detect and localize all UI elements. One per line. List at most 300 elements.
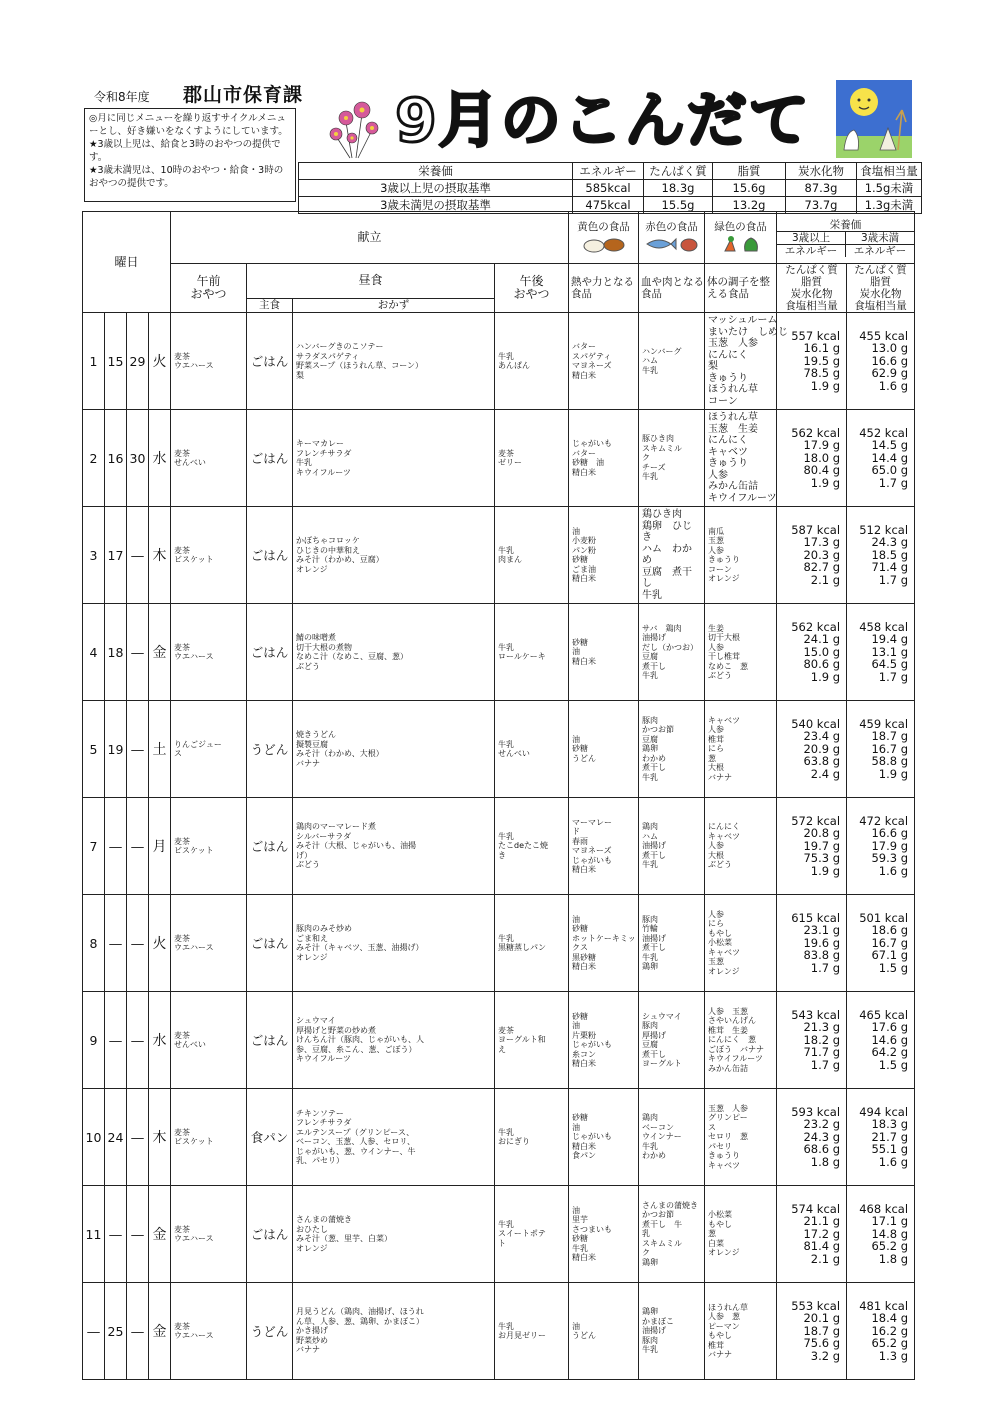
ingredient: 片栗粉 [572, 1030, 597, 1040]
ingredient: 玉葱 人参 [708, 338, 759, 349]
snack-item: 麦茶 [174, 448, 191, 458]
ingredient: ほうれん草 [708, 384, 759, 395]
ingredient: グリンピー [708, 1113, 748, 1123]
staple-food: ごはん [247, 992, 293, 1089]
staple-food: 食パン [247, 1089, 293, 1186]
nutrition-value: 562 kcal [791, 619, 841, 634]
nutrition-value: 459 kcal [859, 716, 909, 731]
ingredient: 砂糖 [572, 637, 589, 647]
snack-item: ヨーグルト和 [498, 1035, 546, 1045]
snack-item: お月見ゼリー [498, 1331, 547, 1340]
dish-item: バナナ [296, 1345, 321, 1355]
ingredient: 牛乳 [642, 671, 659, 680]
weekday: 木 [149, 507, 171, 604]
nutrition-value: 593 kcal [791, 1104, 841, 1119]
ingredient: 葱 [708, 1229, 717, 1239]
snack-item: ウエハース [174, 361, 214, 370]
ingredient: 牛乳 [642, 860, 659, 870]
ingredient: 人参 [708, 725, 725, 735]
red-foods [639, 798, 705, 895]
ingredient: パン粉 [572, 545, 597, 555]
staple-food: ごはん [247, 604, 293, 701]
ingredient: 油揚げ [642, 933, 667, 943]
afternoon-snack [495, 313, 569, 410]
ingredient: にんにく [708, 822, 741, 832]
ingredient: 牛乳 [642, 1345, 659, 1355]
nutrition-over3 [777, 895, 847, 992]
ingredient: 砂糖 油 [572, 458, 605, 467]
snack-item: せんべい [174, 458, 206, 467]
snack-item: ロールケーキ [498, 652, 546, 661]
afternoon-snack [495, 701, 569, 798]
nutrition-value: 1.9 g [810, 669, 841, 684]
dish-item: 焼きうどん [296, 730, 337, 739]
dish-item: かぼちゃコロッケ [296, 536, 360, 545]
ingredient: 豚ひき肉 [642, 434, 675, 444]
ingredient: ク [642, 453, 651, 463]
ingredient: じゃがいも [572, 855, 613, 865]
nutrition-value: 80.6 g [803, 657, 841, 672]
snack-item: 牛乳 [498, 351, 515, 361]
ingredient: 干し椎茸 [708, 652, 741, 661]
nutrition-value: 18.2 g [803, 1032, 841, 1047]
dish-item: げ） [296, 850, 313, 860]
ingredient: 豆腐 [642, 1040, 659, 1049]
ingredient: 生姜 [708, 623, 725, 633]
nutrition-over3 [777, 798, 847, 895]
dish-item: チキンソテー [296, 1108, 344, 1118]
nutrition-value: 494 kcal [859, 1104, 909, 1119]
nutrition-value: 17.1 g [871, 1214, 909, 1229]
nutrition-under3 [847, 1283, 915, 1380]
ingredient: 人参 玉葱 [708, 1006, 749, 1016]
ingredient: し [642, 578, 653, 589]
nutrition-value: 13.1 g [871, 644, 909, 659]
nutrition-header: 脂質 [713, 163, 786, 180]
nutrition-value: 512 kcal [859, 522, 909, 537]
protein-label: たんぱく質 [854, 264, 907, 276]
side-dishes [293, 507, 495, 604]
ingredient: 鶏卵 [642, 744, 659, 754]
dish-item: さんまの蒲焼き [296, 1215, 353, 1224]
dish-item: ぶどう [296, 860, 321, 870]
nutrition-value: 501 kcal [859, 910, 909, 925]
morning-snack [171, 701, 247, 798]
nutrition-value: 3.2 g [810, 1348, 841, 1363]
ingredient: オレンジ [708, 966, 740, 976]
ingredient: うどん [572, 753, 597, 763]
day-row [83, 410, 915, 507]
nutrition-value: 18.5 g [871, 547, 909, 562]
nutrition-cell: 3歳未満児の摂取基準 [299, 197, 573, 214]
over3-label: 3歳以上 [777, 232, 846, 244]
morning-snack [171, 1283, 247, 1380]
energy-label: エネルギー [853, 244, 907, 257]
ingredient: 油 [572, 526, 581, 536]
green-foods [705, 410, 777, 507]
nutrition-value: 543 kcal [791, 1007, 841, 1022]
dish-item: ベーコン、玉葱、人参、セロリ、 [296, 1137, 415, 1146]
yellow-food-desc: 熱や力となる食品 [569, 264, 639, 313]
nutrition-cell: 15.5g [644, 197, 713, 214]
nutrition-value: 21.7 g [871, 1129, 909, 1144]
date-number: ― [127, 1089, 149, 1186]
dish-item: けんちん汁（豚肉、じゃがいも、人 [296, 1035, 425, 1045]
nutrition-value: 65.2 g [871, 1239, 909, 1254]
ingredient: 食パン [572, 1151, 597, 1161]
salt-label: 食塩相当量 [854, 300, 907, 312]
nutrition-value: 1.3 g [878, 1348, 909, 1363]
morning-snack [171, 798, 247, 895]
snack-item: 麦茶 [174, 351, 191, 361]
ingredient: 油 [572, 1321, 581, 1331]
ingredient: バター [572, 448, 597, 458]
nutrition-value: 481 kcal [859, 1298, 909, 1313]
date-number: ― [127, 798, 149, 895]
nutrition-under3 [847, 992, 915, 1089]
ingredient: 大根 [708, 850, 725, 860]
nutrition-over3 [777, 701, 847, 798]
nutrition-value: 1.8 g [878, 1251, 909, 1266]
nutrition-value: 65.2 g [871, 1336, 909, 1351]
nutrition-value: 64.2 g [871, 1045, 909, 1060]
ingredient: 豚肉 [642, 715, 659, 725]
nutrition-value: 71.4 g [871, 560, 909, 575]
ingredient: 鶏肉 [642, 1113, 659, 1123]
snack-item: ビスケット [174, 555, 214, 564]
nutrition-value: 23.2 g [803, 1117, 841, 1132]
dish-item: オレンジ [296, 564, 328, 574]
fiscal-year: 令和8年度 [94, 90, 150, 104]
date-number: ― [127, 1283, 149, 1380]
nutrition-value: 20.1 g [803, 1311, 841, 1326]
nutrition-value: 1.7 g [810, 1057, 841, 1072]
red-foods [639, 992, 705, 1089]
nutrition-under3 [847, 1186, 915, 1283]
nutrition-cell: 1.3g未満 [857, 197, 922, 214]
day-row [83, 895, 915, 992]
ingredient: 人参 [708, 642, 725, 652]
ingredient: わかめ [642, 753, 667, 763]
fat-label: 脂質 [801, 276, 823, 288]
snack-item: たこdeたこ焼 [498, 841, 549, 851]
date-number: 7 [83, 798, 105, 895]
morning-snack [171, 604, 247, 701]
nutrition-value: 21.1 g [803, 1214, 841, 1229]
yellow-foods [569, 701, 639, 798]
ingredient: ハム [642, 831, 659, 841]
yellow-foods [569, 313, 639, 410]
snack-item: 麦茶 [498, 448, 515, 458]
dish-item: 切干大根の煮物 [296, 642, 353, 652]
nutrition-value: 64.5 g [871, 657, 909, 672]
nutrition-over3 [777, 1089, 847, 1186]
snack-item: 牛乳 [498, 831, 515, 841]
red-food-desc: 血や肉となる食品 [639, 264, 705, 313]
nutrition-value: 2.1 g [810, 1251, 841, 1266]
ingredient: 牛乳 [642, 772, 659, 782]
nutrition-value: 18.0 g [803, 450, 841, 465]
ingredient: シュウマイ [642, 1011, 682, 1021]
ingredient: 切干大根 [708, 633, 741, 642]
date-number: ― [127, 701, 149, 798]
snack-item: 麦茶 [498, 1025, 515, 1035]
nutrition-value: 17.3 g [803, 535, 841, 550]
nutrition-value: 18.6 g [871, 923, 909, 938]
fish-meat-icon [645, 235, 699, 253]
snack-item: せんべい [174, 1040, 206, 1049]
nutrition-over3 [777, 1186, 847, 1283]
side-dishes [293, 992, 495, 1089]
ingredient: ほうれん草 [708, 1302, 749, 1312]
ingredient: 油 [572, 914, 581, 924]
nutrition-cell: 475kcal [573, 197, 644, 214]
yellow-food-label: 黄色の食品 [577, 220, 630, 233]
ingredient: ス [708, 1122, 717, 1132]
ingredient: 鶏ひき肉 [642, 509, 683, 520]
side-dishes [293, 895, 495, 992]
date-number: 25 [105, 1283, 127, 1380]
staple-food: ごはん [247, 313, 293, 410]
ingredient: マッシュルーム [708, 315, 778, 326]
ingredient: 椎茸 [708, 734, 725, 744]
snack-item: 麦茶 [174, 1030, 191, 1040]
dish-item: 擬製豆腐 [296, 739, 329, 749]
nutrition-value: 16.2 g [871, 1323, 909, 1338]
afternoon-snack [495, 1089, 569, 1186]
ingredient: 油 [572, 1205, 581, 1215]
date-number: 18 [105, 604, 127, 701]
nutrition-value: 63.8 g [803, 754, 841, 769]
snack-item: 牛乳 [498, 1321, 515, 1331]
ingredient: ぶどう [708, 860, 733, 870]
nutrition-value: 80.4 g [803, 463, 841, 478]
ingredient: ド [572, 827, 581, 836]
dish-item: 厚揚げと野菜の炒め煮 [296, 1025, 377, 1035]
nutrition-value: 19.4 g [871, 632, 909, 647]
ingredient: きゅうり [708, 1151, 741, 1161]
weekday: 水 [149, 410, 171, 507]
ingredient: 煮干し 牛 [642, 1219, 683, 1229]
ingredient: 黒砂糖 [572, 952, 597, 962]
ingredient: 油揚げ [642, 1326, 667, 1336]
afternoon-snack [495, 895, 569, 992]
dish-item: じゃがいも、葱、ウインナー、牛 [296, 1146, 416, 1156]
ingredient: め [642, 555, 653, 566]
dish-item: ぶどう [296, 661, 321, 671]
ingredient: ヨーグルト [642, 1059, 682, 1068]
ingredient: 牛乳 [642, 365, 659, 375]
ingredient: セロリ 葱 [708, 1132, 749, 1142]
day-row [83, 798, 915, 895]
weekday: 水 [149, 992, 171, 1089]
date-number: 29 [127, 313, 149, 410]
date-number: 11 [83, 1186, 105, 1283]
ingredient: ハム [642, 356, 659, 366]
dish-item: ひじきの中華和え [296, 545, 361, 555]
note: ★3歳未満児は、10時のおやつ・給食・3時のおやつの提供です。 [89, 165, 284, 189]
nutrition-value: 68.6 g [803, 1142, 841, 1157]
nutrition-value: 78.5 g [803, 366, 841, 381]
nutrition-value: 557 kcal [791, 328, 841, 343]
weekday: 火 [149, 895, 171, 992]
red-foods [639, 507, 705, 604]
green-foods [705, 895, 777, 992]
ingredient: もやし [708, 1219, 733, 1229]
dish-item: ごま和え [296, 933, 329, 943]
lunch-header: 昼食 [247, 264, 495, 299]
ingredient: 油揚げ [642, 633, 667, 642]
nutrition-header: 食塩相当量 [857, 163, 922, 180]
nutrition-under3 [847, 507, 915, 604]
snack-item: 麦茶 [174, 1321, 191, 1331]
nutrition-header: 炭水化物 [786, 163, 857, 180]
date-number: 1 [83, 313, 105, 410]
dish-item: 梨 [296, 370, 305, 380]
dish-item: みそ汁（わかめ、豆腐） [296, 555, 384, 564]
ingredient: 精白米 [572, 1059, 597, 1068]
ingredient: 人参 [708, 469, 729, 481]
green-foods [705, 1186, 777, 1283]
dish-item: みそ汁（葱、里芋、白菜） [296, 1234, 393, 1243]
ingredient: キャベツ [708, 446, 749, 458]
snack-item: ウエハース [174, 1331, 214, 1340]
ingredient: 人参 [708, 545, 725, 555]
afternoon-snack [495, 798, 569, 895]
weekday: 金 [149, 1186, 171, 1283]
side-dishes [293, 1089, 495, 1186]
ingredient: マヨネーズ [572, 361, 612, 370]
nutrition-under3 [847, 895, 915, 992]
red-foods [639, 604, 705, 701]
nutrition-value: 20.9 g [803, 741, 841, 756]
staple-food: ごはん [247, 410, 293, 507]
ingredient: 精白米 [572, 656, 597, 666]
yellow-foods [569, 992, 639, 1089]
ingredient: スキムミル [642, 443, 682, 453]
nutrition-value: 472 kcal [859, 813, 909, 828]
ingredient: 乳 [642, 1229, 651, 1239]
dish-item: 牛乳 [296, 458, 313, 467]
side-dishes [293, 1283, 495, 1380]
nutrition-value: 21.3 g [803, 1020, 841, 1035]
ingredient: 精白米 [572, 1253, 597, 1262]
ingredient: きゅうり [708, 372, 749, 384]
nutrition-value: 16.6 g [871, 353, 909, 368]
dish-item: みそ汁（大根、じゃがいも、油揚 [296, 841, 417, 851]
ingredient: さつまいも [572, 1224, 613, 1234]
nutrition-value-label: 栄養価 [829, 218, 862, 231]
green-foods [705, 992, 777, 1089]
snack-item: ト [498, 1238, 507, 1248]
ingredient: 葱 [708, 753, 717, 763]
nutrition-value: 587 kcal [791, 522, 841, 537]
ingredient: 竹輪 [642, 924, 659, 933]
dish-item: かき揚げ [296, 1326, 329, 1336]
nutrition-value: 65.0 g [871, 463, 909, 478]
ingredient: 砂糖 [572, 744, 589, 754]
ingredient: 牛乳 [572, 1243, 589, 1253]
nutrition-value: 1.5 g [878, 1057, 909, 1072]
snack-item: 牛乳 [498, 642, 515, 652]
ingredient: にんにく [708, 349, 749, 361]
nutrition-value: 16.1 g [803, 341, 841, 356]
morning-snack [171, 992, 247, 1089]
ingredient: かつお節 [642, 725, 675, 735]
ingredient: 南瓜 [708, 526, 725, 536]
ingredient: 人参 [708, 909, 725, 919]
weekday: 金 [149, 604, 171, 701]
ingredient: ごぼう バナナ [708, 1044, 765, 1054]
nutrition-value: 458 kcal [859, 619, 909, 634]
nutrition-value: 1.7 g [878, 669, 909, 684]
ingredient: じゃがいも [572, 439, 613, 448]
ingredient: 人参 葱 [708, 1312, 741, 1321]
nutrition-value: 1.7 g [878, 572, 909, 587]
ingredient: 豚肉 [642, 1021, 659, 1030]
nutrition-value: 18.3 g [871, 1117, 909, 1132]
menu-header: 献立 [171, 212, 569, 264]
vegetable-icon [719, 235, 763, 253]
date-number: ― [105, 798, 127, 895]
nutrition-lines-under3 [847, 264, 915, 313]
nutrition-value: 16.6 g [871, 826, 909, 841]
dish-item: フレンチサラダ [296, 448, 352, 458]
snack-item: ウエハース [174, 943, 214, 952]
day-row [83, 1283, 915, 1380]
red-foods [639, 1283, 705, 1380]
ingredient: 砂糖 [572, 1113, 589, 1123]
ingredient: 精白米 [572, 865, 597, 874]
ingredient: 鶏肉 [642, 822, 659, 832]
nutrition-value: 59.3 g [871, 851, 909, 866]
ingredient: にんにく 葱 [708, 1035, 757, 1045]
ingredient: ピーマン [708, 1321, 740, 1331]
yellow-food-header [569, 212, 639, 264]
ingredient: 油揚げ [642, 841, 667, 851]
ingredient: 砂糖 [572, 1011, 589, 1021]
date-number: 9 [83, 992, 105, 1089]
red-food-header [639, 212, 705, 264]
staple-food: うどん [247, 1283, 293, 1380]
green-food-label: 緑色の食品 [714, 220, 767, 233]
ingredient: チーズ [642, 462, 666, 472]
ingredient: オレンジ [708, 574, 740, 583]
snack-item: 麦茶 [174, 545, 191, 555]
ingredient: なめこ 葱 [708, 661, 749, 671]
note: ★3歳以上児は、給食と3時のおやつの提供です。 [89, 139, 281, 163]
dish-item: エルテンスープ（グリンピース、 [296, 1127, 415, 1137]
note: ◎月に同じメニューを繰り返すサイクルメニューとし、好き嫌いをなくすようにしています。 [89, 113, 288, 137]
nutrition-value: 1.8 g [810, 1154, 841, 1169]
ingredient: 里芋 [572, 1215, 589, 1224]
green-foods [705, 701, 777, 798]
ingredient: にんにく [708, 435, 749, 446]
date-number: ― [127, 1186, 149, 1283]
notes-box [84, 108, 296, 202]
ingredient: 精白米 [572, 370, 597, 380]
nutrition-value: 13.0 g [871, 341, 909, 356]
ingredient: 砂糖 [572, 555, 589, 564]
ingredient: キウイフルーツ [708, 1054, 763, 1064]
nutrition-value: 2.4 g [810, 766, 841, 781]
snack-item: 麦茶 [174, 1224, 191, 1234]
ingredient: 油 [572, 1122, 581, 1132]
afternoon-snack [495, 507, 569, 604]
nutrition-value-header [777, 212, 915, 264]
ingredient: 小松菜 [708, 1210, 733, 1220]
ingredient: 油 [572, 734, 581, 744]
